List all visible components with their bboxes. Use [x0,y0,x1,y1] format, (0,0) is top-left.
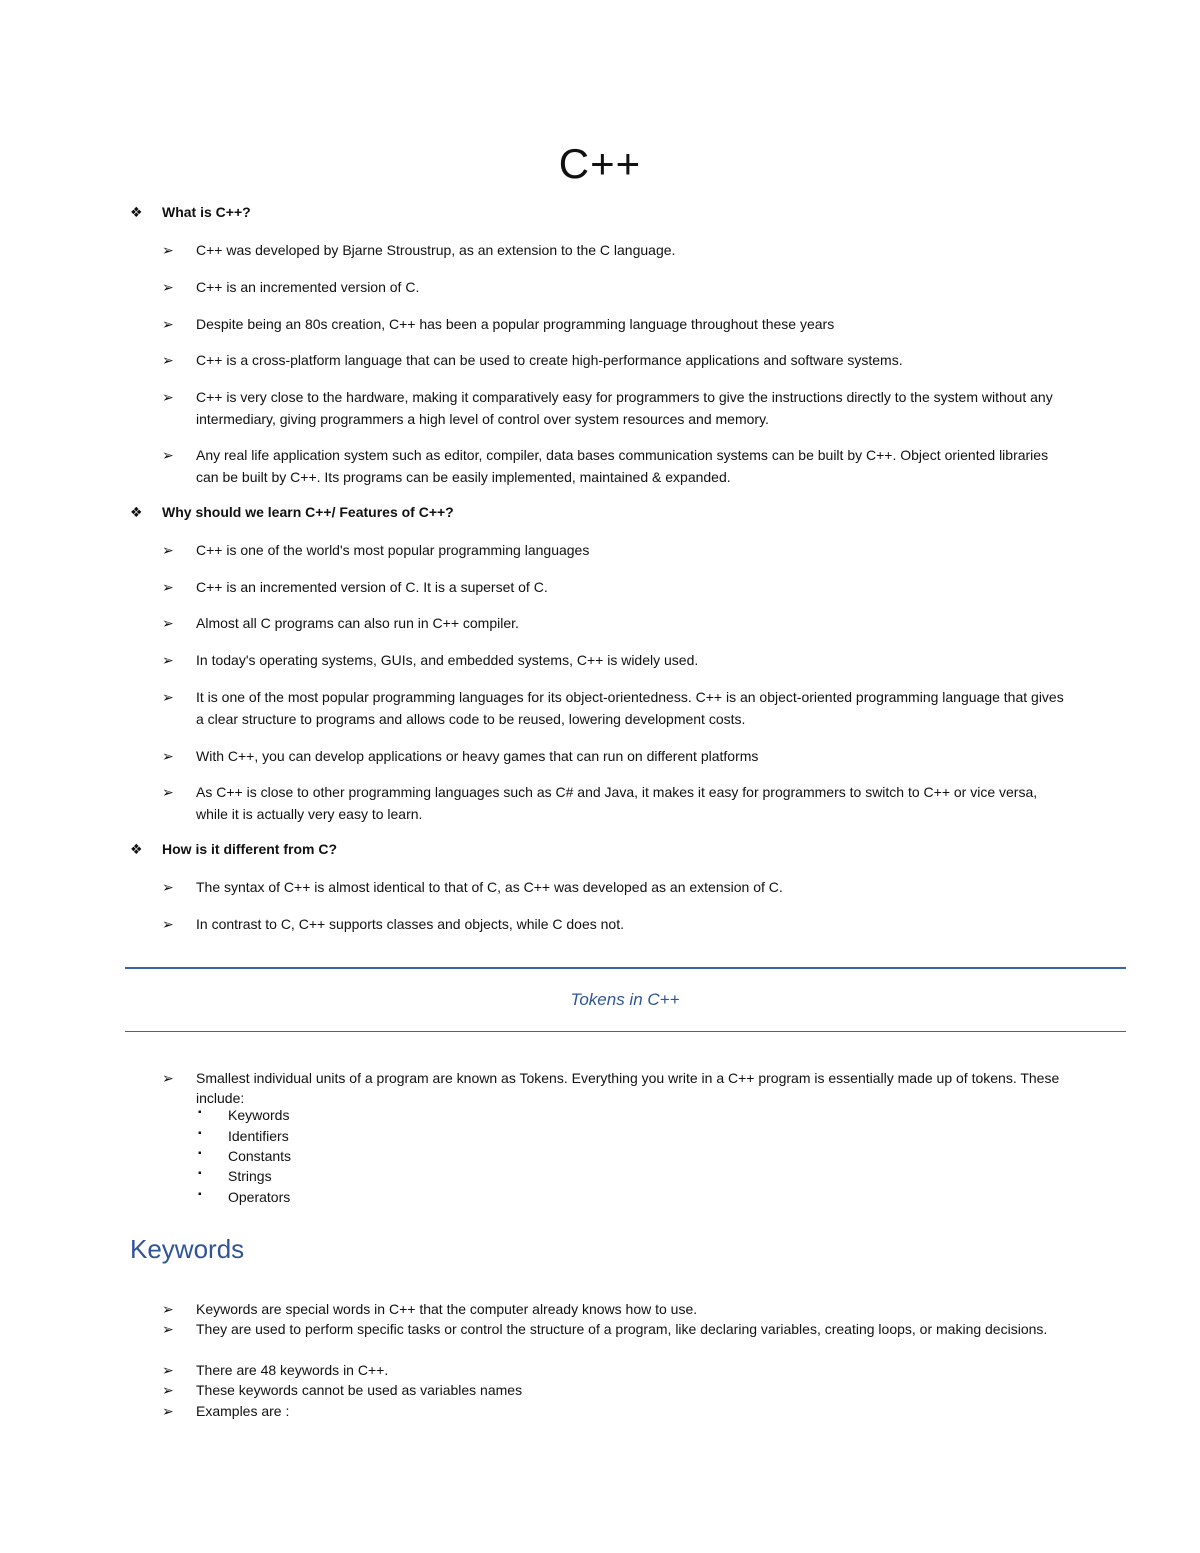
page-title: C++ [558,140,642,187]
arrow-bullet-icon: ➢ [162,352,174,368]
arrow-bullet-icon: ➢ [162,784,174,800]
list-item: ➢ C++ is one of the world's most popular programming languages [162,539,1072,561]
keywords-heading: Keywords [130,1234,245,1264]
diamond-bullet-icon: ❖ [130,841,143,857]
list-item: ▪ Identifiers [198,1128,289,1144]
arrow-bullet-icon: ➢ [162,1321,174,1337]
list-item: ➢ Despite being an 80s creation, C++ has been a popular programming language throughout these years [162,313,1072,335]
arrow-bullet-icon: ➢ [162,279,174,295]
arrow-bullet-icon: ➢ [162,1382,174,1398]
section-heading-difference: ❖ How is it different from C? [130,841,337,857]
arrow-bullet-icon: ➢ [162,242,174,258]
list-item: ▪ Constants [198,1148,292,1164]
list-item: ➢ Keywords are special words in C++ that the computer already knows how to use. [162,1301,698,1317]
square-bullet-icon: ▪ [198,1148,202,1159]
list-item: ➢ There are 48 keywords in C++. [162,1362,389,1378]
arrow-bullet-icon: ➢ [162,1070,174,1086]
arrow-bullet-icon: ➢ [162,748,174,764]
arrow-bullet-icon: ➢ [162,447,174,463]
arrow-bullet-icon: ➢ [162,652,174,668]
list-item: ▪ Strings [198,1168,272,1184]
square-bullet-icon: ▪ [198,1128,202,1139]
tokens-intro: ➢ Smallest individual units of a program are known as Tokens. Everything you write in a C++ program is essentially made up of tokens. These include: [162,1070,1060,1106]
divider-bottom [125,1031,1126,1032]
list-item: ➢ These keywords cannot be used as variables names [162,1382,523,1398]
arrow-bullet-icon: ➢ [162,879,174,895]
arrow-bullet-icon: ➢ [162,1301,174,1317]
list-item: ➢ C++ is an incremented version of C. It is a superset of C. [162,576,1072,598]
list-item: ➢ Almost all C programs can also run in C++ compiler. [162,612,1072,634]
list-item: ➢ In contrast to C, C++ supports classes and objects, while C does not. [162,913,1072,935]
square-bullet-icon: ▪ [198,1168,202,1179]
diamond-bullet-icon: ❖ [130,204,143,220]
arrow-bullet-icon: ➢ [162,316,174,332]
list-item: ➢ Any real life application system such as editor, compiler, data bases communication systems can be built by C++. Object oriented libraries can be built by C++. Its programs can be easily implemented, maintained & expanded. [162,444,1072,488]
tokens-heading: Tokens in C++ [570,990,680,1009]
list-item: ➢ It is one of the most popular programming languages for its object-orientedness. C++ is an object-oriented programming language that gives a clear structure to programs and allows code to be reused, lowering development costs. [162,686,1072,730]
list-item: ▪ Operators [198,1189,291,1205]
list-item: ▪ Keywords [198,1107,290,1123]
arrow-bullet-icon: ➢ [162,916,174,932]
list-item: ➢ C++ is very close to the hardware, making it comparatively easy for programmers to give the instructions directly to the system without any intermediary, giving programmers a high level of control over system resources and memory. [162,386,1072,430]
arrow-bullet-icon: ➢ [162,1362,174,1378]
divider-top [125,967,1126,969]
section-heading-why-learn: ❖ Why should we learn C++/ Features of C++? [130,504,454,520]
arrow-bullet-icon: ➢ [162,689,174,705]
list-item: ➢ C++ is a cross-platform language that can be used to create high-performance applications and software systems. [162,349,1072,371]
arrow-bullet-icon: ➢ [162,1403,174,1419]
square-bullet-icon: ▪ [198,1189,202,1200]
list-item: ➢ With C++, you can develop applications or heavy games that can run on different platforms [162,745,1072,767]
list-item: ➢ C++ was developed by Bjarne Stroustrup, as an extension to the C language. [162,239,1072,261]
list-item: ➢ C++ is an incremented version of C. [162,276,1072,298]
arrow-bullet-icon: ➢ [162,579,174,595]
list-item: ➢ As C++ is close to other programming languages such as C# and Java, it makes it easy for programmers to switch to C++ or vice versa, while it is actually very easy to learn. [162,781,1072,825]
list-item: ➢ They are used to perform specific tasks or control the structure of a program, like declaring variables, creating loops, or making decisions. [162,1321,1048,1337]
arrow-bullet-icon: ➢ [162,542,174,558]
list-item: ➢ The syntax of C++ is almost identical to that of C, as C++ was developed as an extension of C. [162,876,1072,898]
arrow-bullet-icon: ➢ [162,615,174,631]
diamond-bullet-icon: ❖ [130,504,143,520]
square-bullet-icon: ▪ [198,1107,202,1118]
arrow-bullet-icon: ➢ [162,389,174,405]
list-item: ➢ Examples are : [162,1403,290,1419]
section-heading-what-is: ❖ What is C++? [130,204,251,220]
list-item: ➢ In today's operating systems, GUIs, and embedded systems, C++ is widely used. [162,649,1072,671]
